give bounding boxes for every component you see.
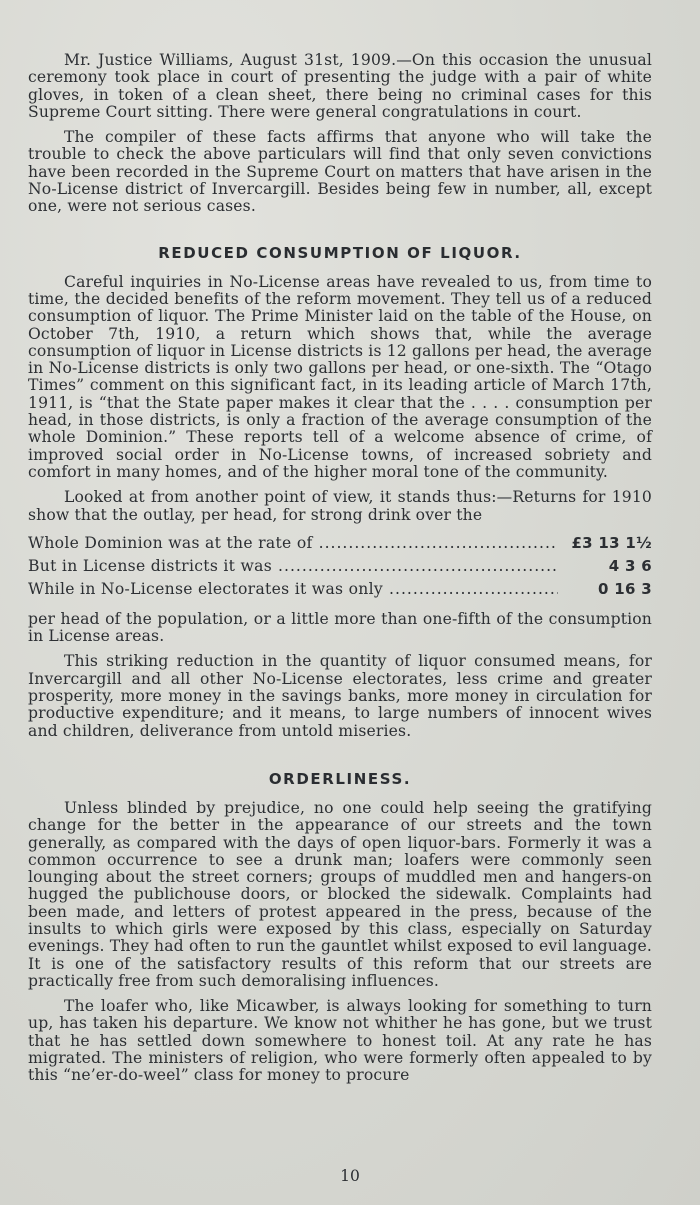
paragraph-per-head: per head of the population, or a little more than one-fifth of the consumption in License areas. bbox=[28, 609, 652, 646]
ledger-label: While in No-License electorates it was only bbox=[28, 579, 384, 598]
document-page bbox=[28, 52, 652, 1093]
page-number: 10 bbox=[340, 1167, 360, 1185]
leader-dots bbox=[278, 555, 558, 578]
paragraph-careful-inquiries: Careful inquiries in No-License areas have revealed to us, from time to time, the decided benefits of the reform movement. They tell us of a reduced consumption of liquor. The Prime Minister laid on the table of the House, on October 7th, 1910, a return which shows that, while the average consumption of liquor in License districts is 12 gallons per head, the average in No-License districts is only two gallons per head, or one-sixth. The “Otago Times” comment on this significant fact, in its leading article of March 17th, 1911, is “that the State paper makes it clear that the . . . . consumption per head, in those districts, is only a fraction of the average consumption of the whole Dominion.” These reports tell of a welcome absence of crime, of improved social order in No-License towns, of increased sobriety and comfort in many homes, and of the higher moral tone of the community. bbox=[28, 272, 652, 481]
paragraph-compiler-affirms: The compiler of these facts affirms that anyone who will take the trouble to check the above particulars will find that only seven convictions have been recorded in the Supreme Court on matters that have arisen in the No-License district of Invercargill. Besides being few in number, all, except one, were not serious cases. bbox=[28, 128, 652, 216]
ledger-row-no-license-electorates bbox=[28, 578, 652, 601]
paragraph-striking-reduction: This striking reduction in the quantity of liquor consumed means, for Invercargill and all other No-License electorates, less crime and greater prosperity, more money in the savings banks, more money in circulation for productive expenditure; and it means, to large numbers of innocent wives and children, deliverance from untold miseries. bbox=[28, 652, 652, 740]
leader-dots bbox=[389, 578, 558, 601]
ledger-row-whole-dominion bbox=[28, 532, 652, 555]
paragraph-justice-williams: Mr. Justice Williams, August 31st, 1909.—On this occasion the unusual ceremony took place in court of presenting the judge with a pair of white gloves, in token of a clean sheet, there being no criminal cases for this Supreme Court sitting. There were general congratulations in court. bbox=[28, 51, 652, 121]
heading-orderliness: ORDERLINESS. bbox=[268, 769, 412, 788]
ledger-label: Whole Dominion was at the rate of bbox=[28, 533, 313, 552]
ledger-row-license-districts bbox=[28, 555, 652, 578]
ledger-label: But in License districts it was bbox=[28, 556, 273, 575]
ledger-amount: 0 16 3 bbox=[598, 579, 652, 598]
leader-dots bbox=[319, 532, 558, 555]
ledger-amount: 4 3 6 bbox=[608, 556, 652, 575]
consumption-ledger bbox=[28, 532, 652, 601]
paragraph-loafer-micawber: The loafer who, like Micawber, is always looking for something to turn up, has taken his departure. We know not whither he has gone, but we trust that he has settled down somewhere to honest toil. At any rate he has migrated. The ministers of religion, who were formerly often appealed to by this “ne’er-do-weel” class for money to procure bbox=[28, 997, 652, 1085]
paragraph-unless-blinded: Unless blinded by prejudice, no one could help seeing the gratifying change for the better in the appearance of our streets and the town generally, as compared with the days of open liquor-bars. Formerly it was a common occurrence to see a drunk man; loafers were commonly seen lounging about the street corners; groups of muddled men and hangers-on hugged the publichouse doors, or blocked the sidewalk. Complaints had been made, and letters of protest appeared in the press, because of the insults to which girls were exposed by this class, especially on Saturday evenings. They had often to run the gauntlet whilst exposed to evil language. It is one of the satisfactory results of this reform that our streets are practically free from such demoralising influences. bbox=[28, 798, 652, 990]
heading-reduced-consumption: REDUCED CONSUMPTION OF LIQUOR. bbox=[158, 243, 522, 262]
paragraph-another-point-of-view: Looked at from another point of view, it stands thus:—Returns for 1910 show that the outlay, per head, for strong drink over the bbox=[28, 488, 652, 524]
ledger-amount: £3 13 1½ bbox=[571, 533, 652, 552]
